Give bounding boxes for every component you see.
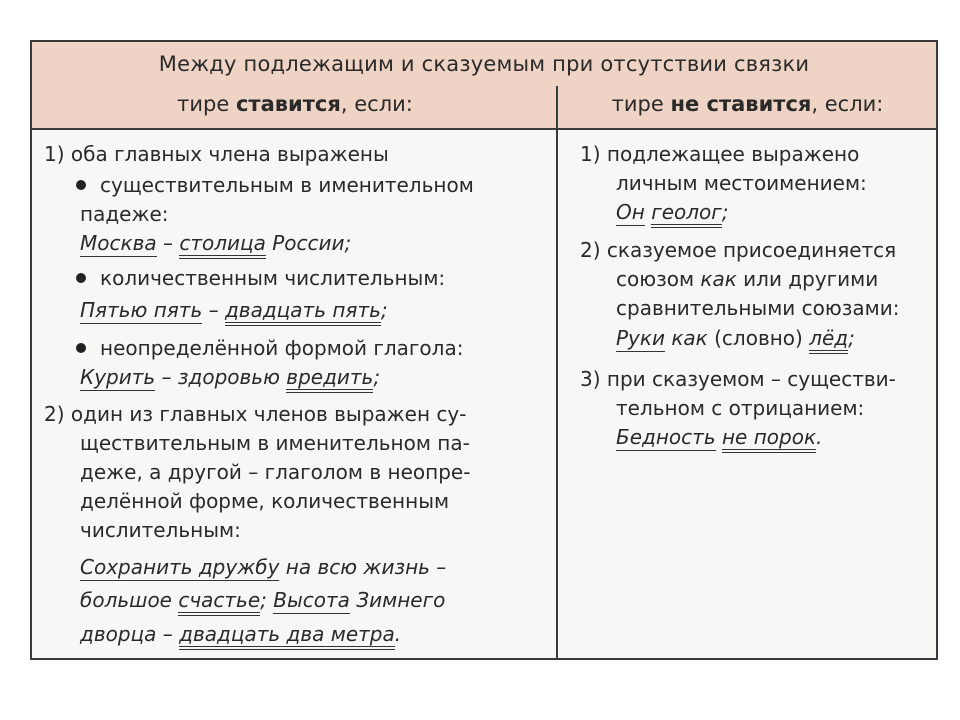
rule-r1-line-2: личным местоимением: <box>616 171 867 195</box>
rule-r2-line-1: 2) сказуемое присоединяется <box>580 238 897 262</box>
header-right-bold: не ставится <box>670 92 812 116</box>
rule-r3-line-2: тельном с отрицанием: <box>616 396 865 420</box>
column-divider <box>556 86 558 660</box>
example-friendship-1: Сохранить дружбу на всю жизнь – <box>80 555 447 579</box>
header-left-bold: ставится <box>235 92 341 116</box>
rule-r3-line-1: 3) при сказуемом – существи- <box>580 367 896 391</box>
example-friendship-2: большое счастье; Высота Зимнего <box>80 588 445 612</box>
rule-r2-line-3: сравнительными союзами: <box>616 296 900 320</box>
example-hands: Руки как (словно) лёд; <box>616 326 855 350</box>
header-right-column: тире не ставится, если: <box>611 92 884 116</box>
bullet-noun: существительным в именительном <box>76 173 474 197</box>
header-title: Между подлежащим и сказуемым при отсутствии связки <box>158 52 810 76</box>
example-moscow: Москва – столица России; <box>80 231 351 255</box>
example-five: Пятью пять – двадцать пять; <box>80 298 388 322</box>
table-header <box>32 42 936 130</box>
rule-r1-line-1: 1) подлежащее выражено <box>580 142 860 166</box>
example-poverty: Бедность не порок. <box>616 425 822 449</box>
bullet-icon <box>76 180 86 190</box>
rule-2-line-2: ществительным в именительном па- <box>80 431 470 455</box>
bullet-infinitive: неопределённой формой глагола: <box>76 336 463 360</box>
rule-2-line-3: деже, а другой – глаголом в неопре- <box>80 460 471 484</box>
rule-1-line: 1) оба главных члена выражены <box>44 142 389 166</box>
bullet-icon <box>76 343 86 353</box>
bullet-numeral: количественным числительным: <box>76 266 445 290</box>
rule-2-line-1: 2) один из главных членов выражен су- <box>44 402 467 426</box>
rules-table <box>30 40 938 660</box>
rule-1-line-padezhe: падеже: <box>80 202 169 226</box>
rule-2-line-4: делённой форме, количественным <box>80 489 450 513</box>
bullet-icon <box>76 273 86 283</box>
header-left-column: тире ставится, если: <box>177 92 413 116</box>
rule-2-line-5: числительным: <box>80 518 241 542</box>
example-geologist: Он геолог; <box>616 200 729 224</box>
example-smoking: Курить – здоровью вредить; <box>80 365 380 389</box>
rule-r2-line-2: союзом как или другими <box>616 267 879 291</box>
example-palace: дворца – двадцать два метра. <box>80 622 401 646</box>
